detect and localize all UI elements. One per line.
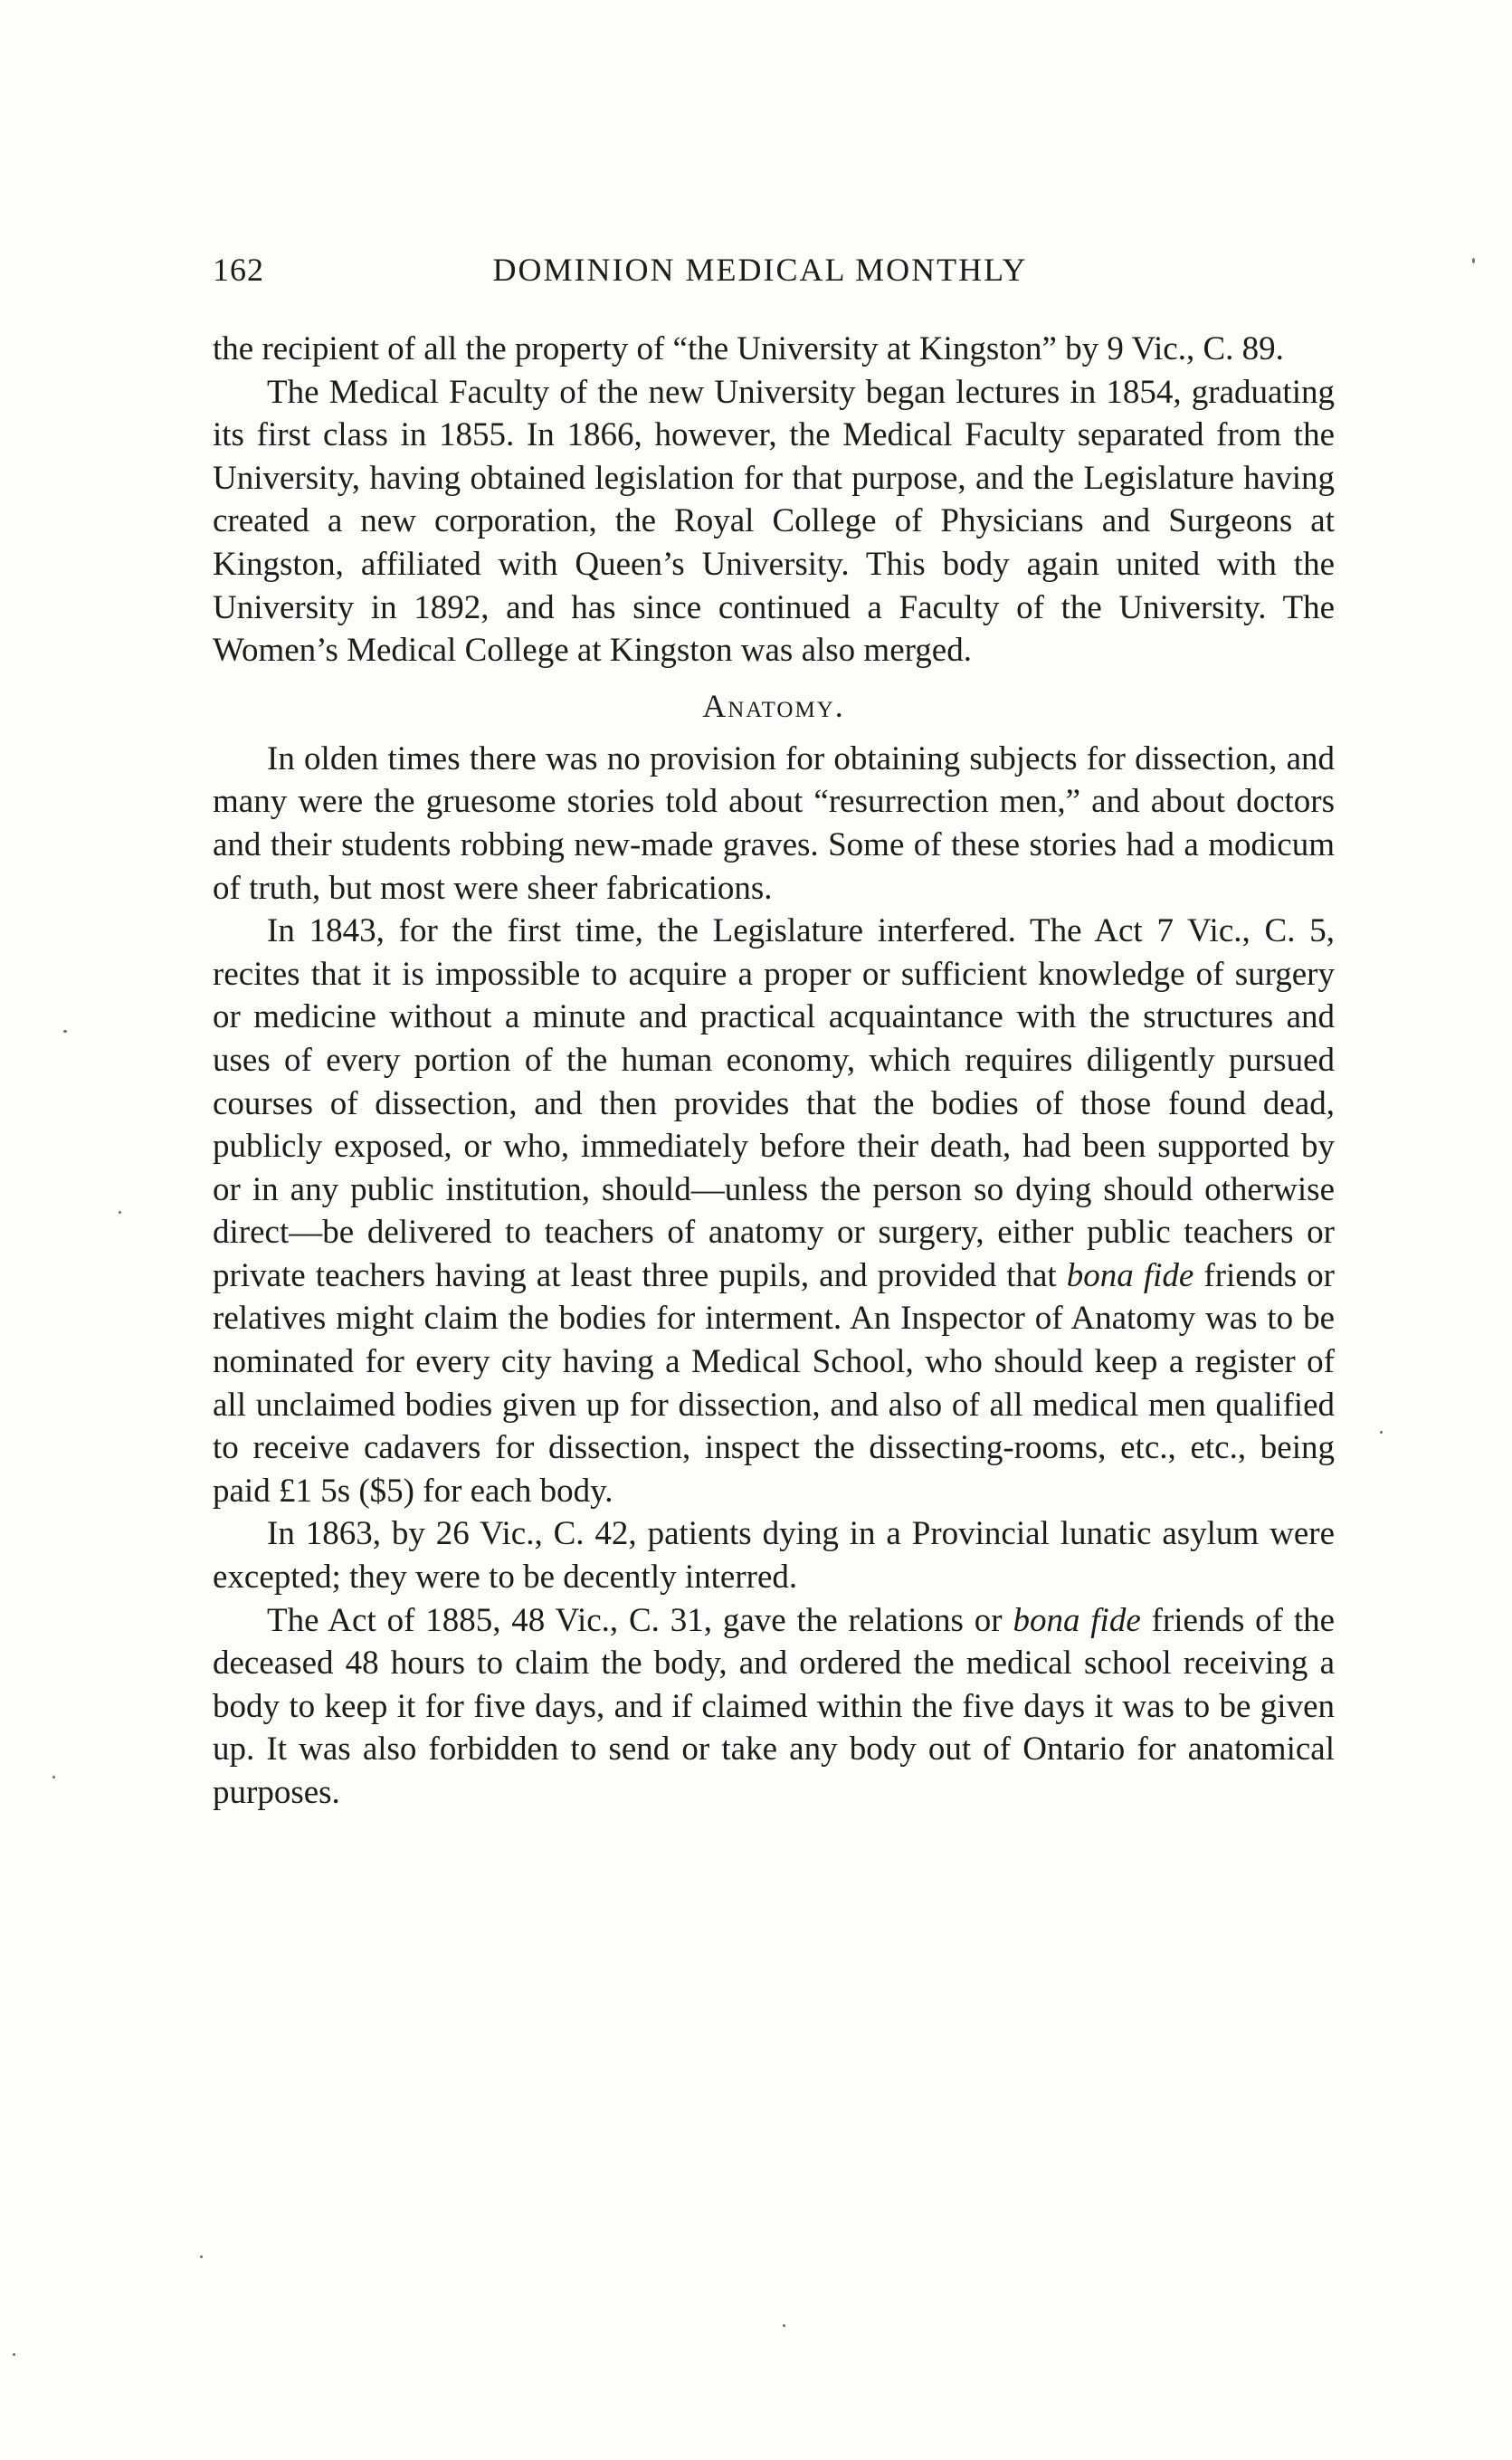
- article-body: [213, 328, 1335, 1815]
- page-number: 162: [213, 252, 264, 288]
- paragraph: [213, 910, 1335, 1512]
- paragraph-text: friends of the deceased 48 hours to claim the body, and ordered the medical school receiving a body to keep it for five days, and if claimed within the five days it was to be given up. It was also forbidden to send or take any body out of Ontario for anatomical purposes.: [213, 1601, 1336, 1811]
- paragraph-text: friends or relatives might claim the bodies for interment. An Inspector of Anatomy was to be nominated for every city having a Medical School, who should keep a register of all unclaimed bodies given up for dissection, and also of all medical men qualified to receive cadavers for dissection, inspect the dissecting-rooms, etc., etc., being paid £1 5s ($5) for each body.: [213, 1256, 1335, 1510]
- running-title: DOMINION MEDICAL MONTHLY: [492, 252, 1028, 288]
- paragraph: The Medical Faculty of the new University began lectures in 1854, graduating its first class in 1855. In 1866, however, the Medical Faculty separated from the University, having obtained legislation for that purpose, and the Legislature having created a new corporation, the Royal College of Physicians and Surgeons at Kingston, affiliated with Queen’s University. This body again united with the University in 1892, and has since continued a Faculty of the University. The Women’s Medical College at Kingston was also merged.: [213, 373, 1335, 670]
- italic-phrase: bona fide: [1066, 1256, 1194, 1294]
- paragraph-text: The Act of 1885, 48 Vic., C. 31, gave the relations or: [267, 1601, 1003, 1639]
- paragraph-text: In 1843, for the first time, the Legislature interfered. The Act 7 Vic., C. 5, recites that it is impossible to acquire a proper or sufficient knowledge of surgery or medicine without a minute and practical acquaintance with the structures and uses of every portion of the human economy, which requires diligently pursued courses of dissection, and then provides that the bodies of those found dead, publicly exposed, or who, immediately before their death, had been supported by or in any public institution, should—unless the person so dying should otherwise direct—be delivered to teachers of anatomy or surgery, either public teachers or private teachers having at least three pupils, and provided that: [213, 912, 1335, 1294]
- paragraph: In 1863, by 26 Vic., C. 42, patients dying in a Provincial lunatic asylum were excepted; they were to be decently interred.: [213, 1515, 1335, 1597]
- page-header: [213, 251, 1339, 301]
- paragraph: the recipient of all the property of “the University at Kingston” by 9 Vic., C. 89.: [213, 330, 1284, 367]
- italic-phrase: bona fide: [1013, 1601, 1141, 1639]
- paragraph: In olden times there was no provision for obtaining subjects for dissection, and many were the gruesome stories told about “resurrection men,” and about doctors and their students robbing new-made graves. Some of these stories had a modicum of truth, but most were sheer fabrications.: [213, 739, 1335, 907]
- section-heading: Anatomy.: [702, 687, 845, 724]
- paragraph: [213, 1599, 1335, 1815]
